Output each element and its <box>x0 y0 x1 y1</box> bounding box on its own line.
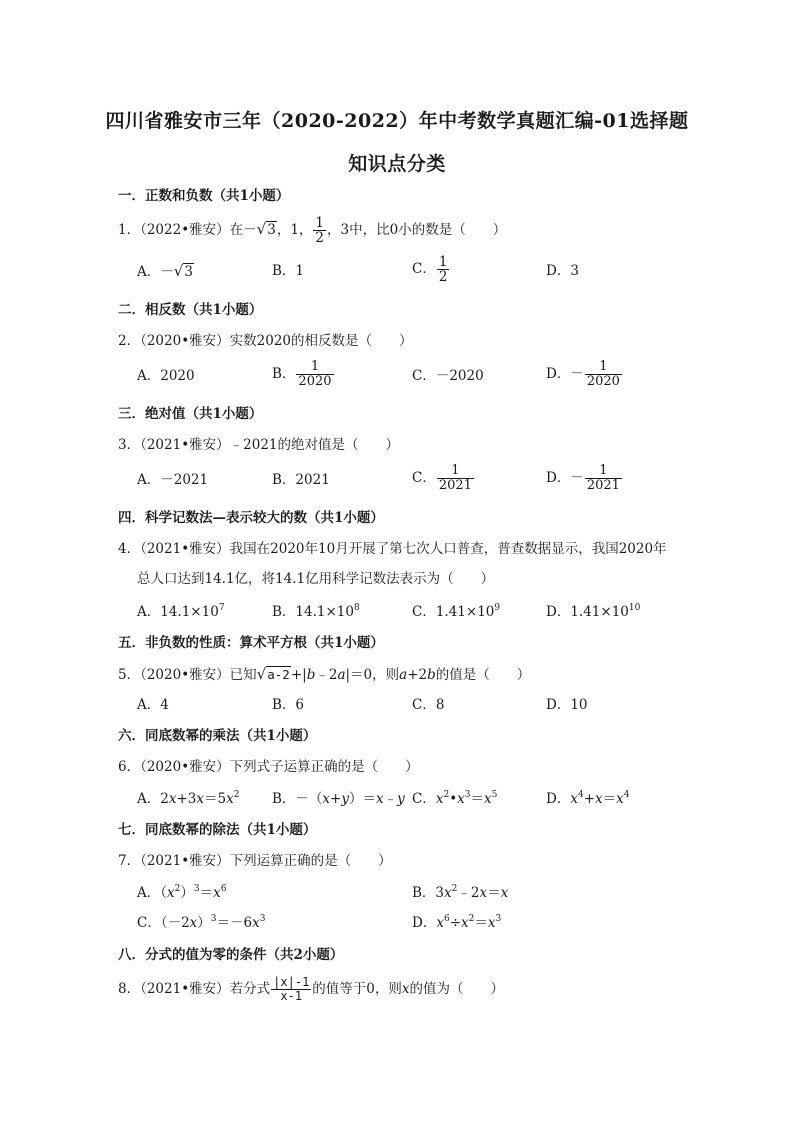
q6-c-e3: 5 <box>491 790 498 800</box>
q1-sqrt-arg: 3 <box>267 222 276 238</box>
q6-b-t3: ）＝ <box>349 791 376 807</box>
question-1-stem <box>118 215 506 245</box>
q5-var-a2: a <box>399 667 408 683</box>
q3-d-den: 2021 <box>586 478 620 493</box>
q7-d-x: x <box>436 915 444 931</box>
q6-c-t1: C． <box>412 791 436 807</box>
q6-b-t4: ﹣ <box>383 791 398 807</box>
q7-d-e1: 6 <box>443 914 450 924</box>
q7-b-x: x <box>444 885 452 901</box>
section-heading-3: 三．绝对值（共1小题） <box>118 406 263 422</box>
q7-option-c <box>137 914 265 932</box>
q6-b-x: x <box>322 791 331 807</box>
q8-prefix: 8．（2021•雅安）若分式 <box>118 981 271 997</box>
q5-var-b2: b <box>427 667 436 683</box>
q1-c-den: 2 <box>438 269 448 285</box>
q5-option-d: D．10 <box>546 697 588 713</box>
q4-d-base: D．1.41×10 <box>546 604 629 620</box>
q4-option-c <box>412 603 500 621</box>
q6-c-x1: x <box>435 791 444 807</box>
q7-d-div: ÷ <box>449 915 461 931</box>
q2-d-den: 2020 <box>586 374 620 389</box>
q7-a-e2: 3 <box>193 884 200 894</box>
q6-option-a <box>137 790 239 808</box>
q7-a-e3: 6 <box>220 884 227 894</box>
q2-d-num: 1 <box>585 360 622 375</box>
question-4-line1: 4．（2021•雅安）我国在2020年10月开展了第七次人口普查，普查数据显示，我国2020年 <box>118 541 667 557</box>
q7-d-x2: x <box>461 915 469 931</box>
q3-d-num: 1 <box>585 464 622 479</box>
q7-b-t2: ﹣2 <box>457 885 480 901</box>
q7-a-t2: ） <box>180 885 194 901</box>
q1-option-a <box>137 259 194 284</box>
q6-d-e3: 4 <box>623 790 630 800</box>
q6-d-x2: x <box>595 791 603 807</box>
q7-a-t1: A．（ <box>137 885 167 901</box>
q3-c-den: 2021 <box>438 478 472 493</box>
q2-option-c: C．－2020 <box>412 368 484 384</box>
q7-b-eq: ＝ <box>487 885 501 901</box>
q5-mid: +| <box>290 667 307 683</box>
q6-a-t3: ＝5 <box>204 791 227 807</box>
q7-c-t2: ） <box>197 915 211 931</box>
q6-b-x2: x <box>376 791 384 807</box>
q4-d-exp: 10 <box>628 603 641 613</box>
q7-d-e3: 3 <box>495 914 502 924</box>
q6-c-x2: x <box>457 791 465 807</box>
q1-a-sqrt <box>174 259 194 284</box>
q1-fraction <box>313 216 326 245</box>
q6-d-x1: x <box>570 791 578 807</box>
q3-d-label: D．－ <box>546 470 584 486</box>
q7-c-e2: 3 <box>259 914 266 924</box>
q5-mid2: ﹣2 <box>315 667 338 683</box>
q2-option-d <box>546 358 623 390</box>
q7-b-x3: x <box>500 885 509 901</box>
q1-option-b: B．1 <box>272 263 305 279</box>
section-heading-6: 六．同底数幂的乘法（共1小题） <box>118 728 317 744</box>
q6-b-t1: B．－（ <box>272 791 323 807</box>
q4-b-exp: 8 <box>353 603 360 613</box>
q5-var-b: b <box>306 667 316 683</box>
q7-d-t1: D． <box>412 915 437 931</box>
q6-d-t1: D． <box>546 791 571 807</box>
sqrt-icon: √ <box>256 220 267 238</box>
q1-prefix: 1．（2022•雅安）在－ <box>118 222 257 238</box>
q1-option-c <box>412 253 450 285</box>
q7-c-t1: C．（－2 <box>137 915 190 931</box>
q6-b-y2: y <box>397 791 405 807</box>
question-5-stem <box>118 663 530 686</box>
q7-d-e2: 2 <box>468 914 475 924</box>
q4-option-a <box>137 603 225 621</box>
q6-d-e1: 4 <box>577 790 584 800</box>
q4-option-d <box>546 603 640 621</box>
q6-option-b <box>272 790 405 808</box>
q6-c-dot: • <box>449 791 458 807</box>
q6-a-exp: 2 <box>233 790 240 800</box>
q3-d-fraction <box>585 464 622 492</box>
q1-c-fraction <box>437 255 450 284</box>
q5-prefix: 5．（2020•雅安）已知 <box>118 667 257 683</box>
q6-b-t2: + <box>330 791 342 807</box>
q1-frac-den: 2 <box>315 230 325 246</box>
q4-c-base: C．1.41×10 <box>412 604 495 620</box>
q6-b-y: y <box>341 791 349 807</box>
q6-c-x3: x <box>484 791 492 807</box>
q1-option-d: D．3 <box>546 263 579 279</box>
q4-a-exp: 7 <box>218 603 225 613</box>
q6-a-x2: x <box>196 791 204 807</box>
q7-a-x: x <box>167 885 175 901</box>
q7-d-x3: x <box>487 915 496 931</box>
q1-mid2: ，3中，比0小的数是（ ） <box>327 222 507 238</box>
q6-option-d <box>546 790 629 808</box>
q6-c-e1: 2 <box>443 790 450 800</box>
q7-d-eq: ＝ <box>474 915 488 931</box>
q1-c-num: 1 <box>438 253 448 270</box>
q8-mid: 的值等于0，则 <box>312 981 402 997</box>
q5-var-a: a <box>337 667 346 683</box>
q6-d-eq: ＝ <box>602 791 617 807</box>
document-title-line1: 四川省雅安市三年（2020-2022）年中考数学真题汇编-01选择题 <box>105 110 689 132</box>
section-heading-7: 七．同底数幂的除法（共1小题） <box>118 822 317 838</box>
q4-a-base: A．14.1×10 <box>137 604 219 620</box>
q7-a-e1: 2 <box>174 884 181 894</box>
q6-c-e2: 3 <box>464 790 471 800</box>
q7-b-x2: x <box>479 885 488 901</box>
q5-mid3: |＝0，则 <box>345 667 400 683</box>
q1-sqrt <box>257 215 277 244</box>
q6-d-x3: x <box>616 791 624 807</box>
q1-mid1: ，1， <box>276 222 313 238</box>
q7-c-eq: ＝－6 <box>216 915 253 931</box>
q6-a-x1: x <box>168 791 177 807</box>
q2-d-fraction <box>585 360 622 388</box>
q7-option-d <box>412 914 501 932</box>
q7-b-t1: B．3 <box>412 885 445 901</box>
q8-suffix: 的值为（ ） <box>409 981 505 997</box>
q6-d-plus: + <box>583 791 595 807</box>
question-6-stem: 6．（2020•雅安）下列式子运算正确的是（ ） <box>118 759 419 775</box>
q3-option-d <box>546 462 623 494</box>
section-heading-1: 一．正数和负数（共1小题） <box>118 188 290 204</box>
q6-a-t2: +3 <box>176 791 197 807</box>
q6-option-c <box>412 790 497 808</box>
document-title-line2: 知识点分类 <box>348 153 446 175</box>
q1-c-label: C． <box>412 261 436 277</box>
q5-sqrt <box>257 663 291 686</box>
q3-option-c <box>412 462 475 494</box>
q6-c-eq: ＝ <box>470 791 485 807</box>
question-8-stem <box>118 972 504 1006</box>
q1-a-sqrt-arg: 3 <box>184 264 193 280</box>
question-7-stem: 7．（2021•雅安）下列运算正确的是（ ） <box>118 853 392 869</box>
q5-option-a: A．4 <box>137 697 169 713</box>
q4-c-exp: 9 <box>494 603 501 613</box>
q8-frac-den: x-1 <box>280 989 303 1003</box>
q2-b-label: B． <box>272 366 296 382</box>
q8-var-x: x <box>401 981 410 997</box>
section-heading-2: 二．相反数（共1小题） <box>118 302 263 318</box>
q5-plus: +2 <box>407 667 428 683</box>
sqrt-icon: √ <box>256 665 267 683</box>
q3-c-fraction <box>437 464 474 492</box>
q3-option-b: B．2021 <box>272 472 330 488</box>
q3-option-a: A．－2021 <box>137 472 209 488</box>
q2-option-b <box>272 358 335 390</box>
q7-b-e1: 2 <box>451 884 458 894</box>
q8-fraction <box>271 976 311 1002</box>
q7-option-b <box>412 884 508 902</box>
q8-frac-num: |x|-1 <box>273 975 310 990</box>
section-heading-5: 五．非负数的性质：算术平方根（共1小题） <box>118 635 384 651</box>
question-2-stem: 2．（2020•雅安）实数2020的相反数是（ ） <box>118 333 413 349</box>
q7-c-x2: x <box>252 915 260 931</box>
q6-a-t1: A．2 <box>137 791 169 807</box>
q3-c-num: 1 <box>437 464 474 479</box>
q2-b-fraction <box>296 360 333 388</box>
question-3-stem: 3．（2021•雅安）﹣2021的绝对值是（ ） <box>118 437 400 453</box>
q1-frac-num: 1 <box>315 214 325 231</box>
sqrt-icon: √ <box>173 262 184 280</box>
q5-option-b: B．6 <box>272 697 305 713</box>
q7-a-eq: ＝ <box>199 885 214 901</box>
q2-d-label: D．－ <box>546 366 584 382</box>
section-heading-8: 八．分式的值为零的条件（共2小题） <box>118 947 344 963</box>
q4-option-b <box>272 603 360 621</box>
section-heading-4: 四．科学记数法—表示较大的数（共1小题） <box>118 510 384 526</box>
q6-a-x3: x <box>226 791 234 807</box>
q4-b-base: B．14.1×10 <box>272 604 354 620</box>
q7-a-x2: x <box>213 885 221 901</box>
q2-option-a: A．2020 <box>137 368 195 384</box>
q2-b-num: 1 <box>296 360 333 375</box>
q1-a-label: A．－ <box>137 264 174 280</box>
q3-c-label: C． <box>412 470 436 486</box>
q5-sqrt-arg: a-2 <box>267 667 290 682</box>
q7-c-e1: 3 <box>210 914 217 924</box>
q2-b-den: 2020 <box>298 374 332 389</box>
q7-c-x: x <box>189 915 198 931</box>
q5-suffix: 的值是（ ） <box>435 667 531 683</box>
q5-option-c: C．8 <box>412 697 445 713</box>
question-4-line2: 总人口达到14.1亿，将14.1亿用科学记数法表示为（ ） <box>137 571 495 587</box>
q7-option-a <box>137 884 226 902</box>
